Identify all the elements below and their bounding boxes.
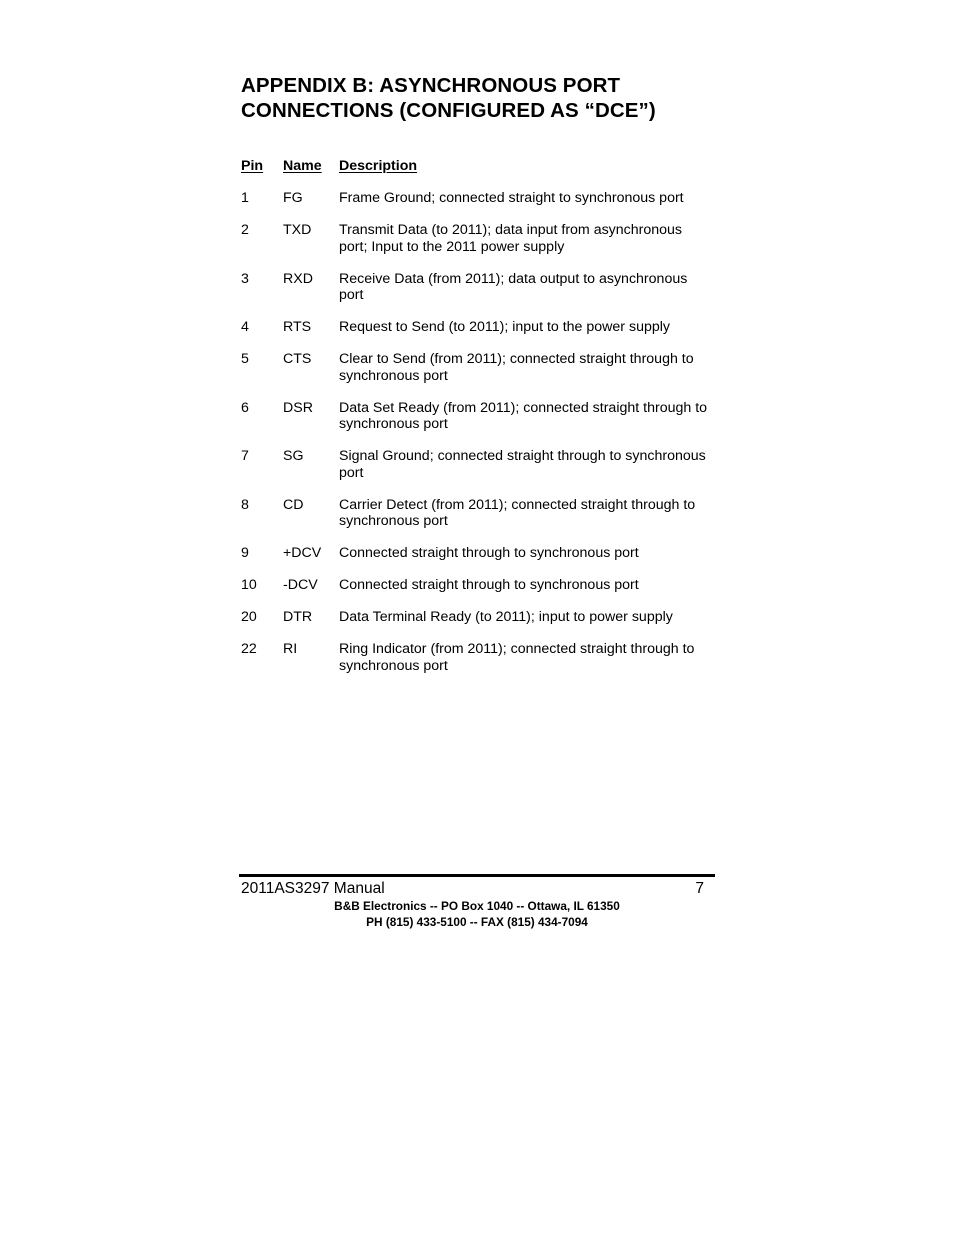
pin-cell: 3 [241, 270, 249, 287]
name-cell: FG [283, 190, 303, 206]
pin-cell: 22 [241, 641, 257, 657]
footer-divider [239, 874, 715, 877]
name-cell: RI [283, 641, 298, 657]
description-cell: Data Terminal Ready (to 2011); input to power supply [339, 609, 673, 625]
pin-cell: 4 [241, 319, 249, 335]
title-line-2: CONNECTIONS (CONFIGURED AS “DCE”) [241, 98, 656, 122]
pin-cell: 6 [241, 399, 249, 416]
pin-cell: 9 [241, 545, 249, 561]
header-description: Description [339, 158, 418, 174]
description-cell: Request to Send (to 2011); input to the power supply [339, 319, 670, 335]
header-pin: Pin [241, 158, 264, 174]
name-cell: TXD [283, 222, 312, 238]
name-cell: DTR [283, 609, 313, 625]
pin-cell: 2 [241, 222, 249, 238]
name-cell: DSR [283, 399, 313, 416]
pin-cell: 20 [241, 609, 257, 625]
table-row [241, 577, 721, 594]
table-row [241, 271, 721, 304]
description-cell: Connected straight through to synchronous port [339, 577, 639, 593]
page-footer [239, 874, 715, 930]
description-cell: Carrier Detect (from 2011); connected straight through to synchronous port [339, 496, 696, 529]
description-cell: Signal Ground; connected straight through to synchronous port [339, 448, 706, 481]
table-row [241, 400, 721, 433]
pin-cell: 8 [241, 496, 249, 513]
name-cell: SG [283, 448, 304, 464]
description-cell: Transmit Data (to 2011); data input from asynchronous port; Input to the 2011 power supply [339, 222, 683, 255]
page-title [241, 74, 741, 123]
table-row [241, 545, 721, 562]
pin-cell: 1 [241, 190, 249, 206]
table-row [241, 222, 721, 255]
table-row [241, 641, 721, 674]
description-cell: Receive Data (from 2011); data output to asynchronous port [339, 270, 688, 303]
name-cell: CTS [283, 351, 312, 367]
description-cell: Frame Ground; connected straight to synchronous port [339, 190, 684, 206]
table-row [241, 497, 721, 530]
name-cell: RTS [283, 319, 312, 335]
manual-title: 2011AS3297 Manual [241, 880, 385, 897]
title-line-1: APPENDIX B: ASYNCHRONOUS PORT [241, 74, 621, 97]
company-phone: PH (815) 433-5100 -- FAX (815) 434-7094 [366, 915, 588, 929]
page-number: 7 [695, 880, 704, 897]
table-row [241, 190, 721, 207]
table-header-row [241, 158, 721, 175]
description-cell: Connected straight through to synchronous port [339, 545, 639, 561]
table-row [241, 448, 721, 481]
footer-line [239, 880, 715, 898]
header-name: Name [283, 158, 322, 174]
name-cell: +DCV [283, 545, 322, 561]
name-cell: CD [283, 496, 304, 513]
pin-table [241, 158, 721, 690]
pin-cell: 5 [241, 351, 249, 367]
table-row [241, 609, 721, 626]
pin-cell: 10 [241, 577, 257, 593]
description-cell: Clear to Send (from 2011); connected straight through to synchronous port [339, 351, 694, 384]
name-cell: -DCV [283, 577, 318, 593]
table-row [241, 351, 721, 384]
name-cell: RXD [283, 270, 313, 287]
table-row [241, 319, 721, 336]
company-address: B&B Electronics -- PO Box 1040 -- Ottawa, IL 61350 [334, 899, 620, 913]
description-cell: Data Set Ready (from 2011); connected straight through to synchronous port [339, 399, 708, 432]
description-cell: Ring Indicator (from 2011); connected straight through to synchronous port [339, 641, 695, 674]
pin-cell: 7 [241, 448, 249, 464]
